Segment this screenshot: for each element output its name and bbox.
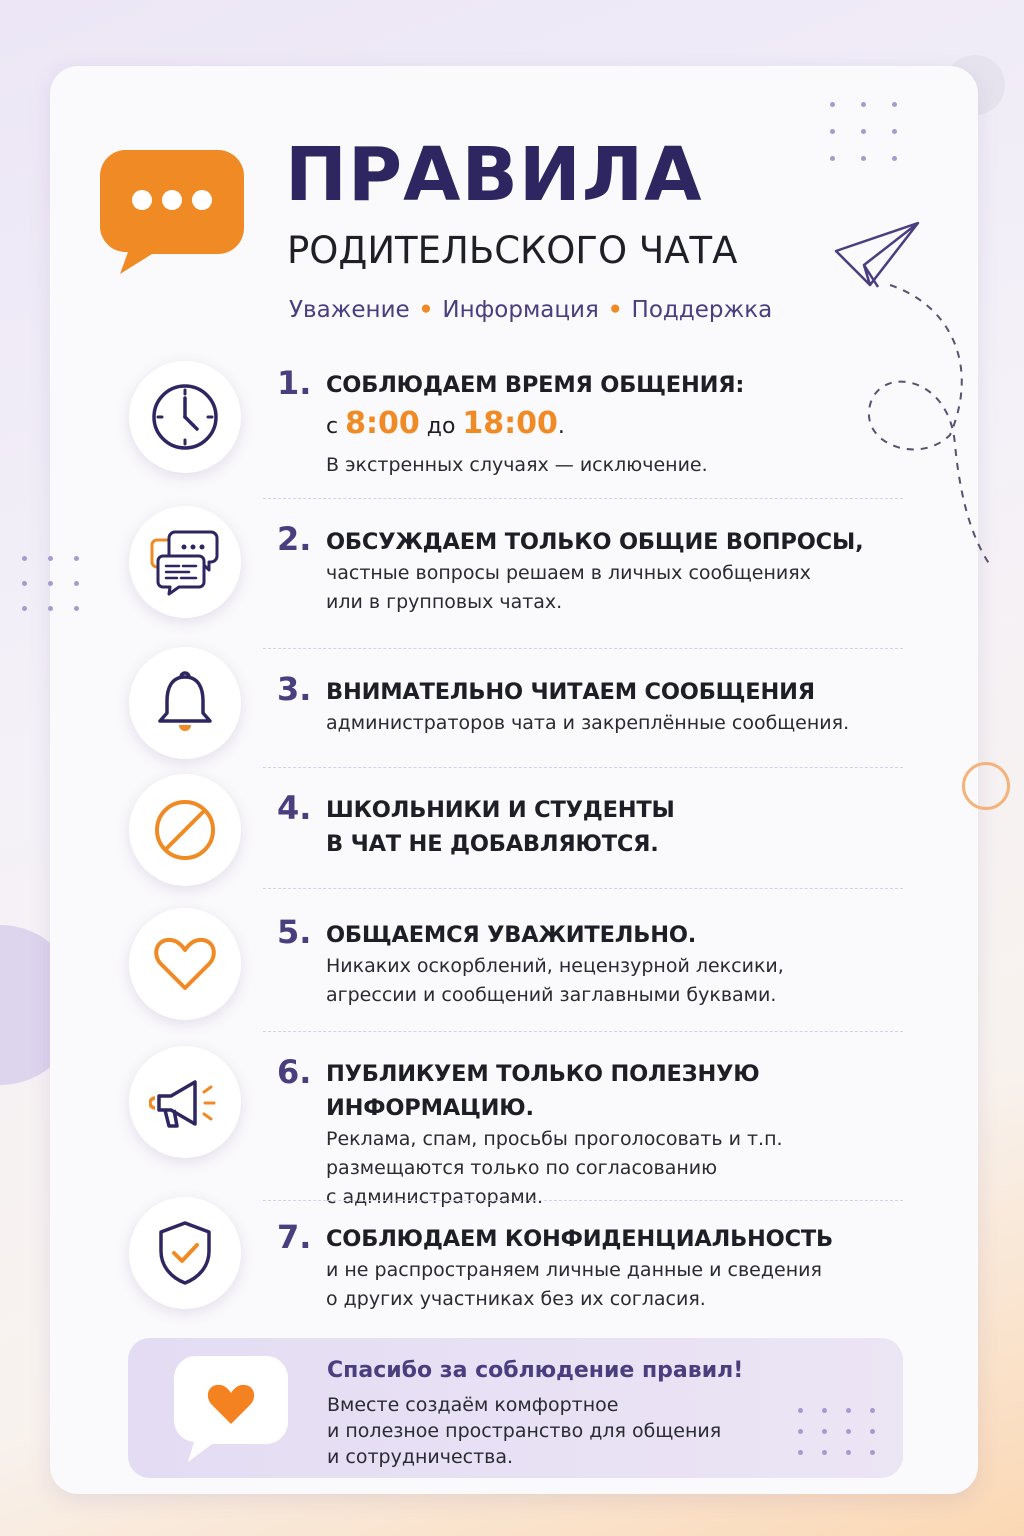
rule-heading: ОБСУЖДАЕМ ТОЛЬКО ОБЩИЕ ВОПРОСЫ, [326, 529, 864, 555]
chat-bubbles-icon [149, 526, 221, 598]
rule-body-line: и не распространяем личные данные и сведения [326, 1259, 822, 1281]
chat-bubble-icon [96, 146, 246, 276]
rule-4 [326, 793, 916, 861]
rule-heading: ШКОЛЬНИКИ И СТУДЕНТЫ [326, 797, 675, 823]
bullet-dot: • [607, 297, 623, 323]
rule-body-line: Реклама, спам, просьбы проголосовать и т.п. [326, 1128, 783, 1150]
rule-number: 1. [277, 364, 312, 402]
rule-6 [326, 1057, 916, 1212]
divider [263, 1031, 903, 1032]
shield-check-icon [149, 1217, 221, 1289]
rule-body-line: Никаких оскорблений, нецензурной лексики, [326, 955, 784, 977]
rule-1 [326, 368, 916, 480]
rule-number: 4. [277, 789, 312, 827]
bell-icon [149, 667, 221, 739]
rule-icon-circle [129, 1046, 241, 1158]
rule-number: 2. [277, 520, 312, 558]
rule-2 [326, 525, 916, 617]
rule-5 [326, 918, 916, 1010]
rule-heading: ПУБЛИКУЕМ ТОЛЬКО ПОЛЕЗНУЮ ИНФОРМАЦИЮ. [326, 1061, 760, 1121]
divider [263, 498, 903, 499]
footer-line: Вместе создаём комфортное [327, 1394, 619, 1416]
rule-number: 3. [277, 670, 312, 708]
time-to: 18:00 [462, 406, 558, 441]
footer-line: и полезное пространство для общения [327, 1420, 722, 1442]
decor-dots-left [22, 556, 100, 611]
rule-icon-circle [129, 506, 241, 618]
decor-dots-top-right [830, 102, 923, 161]
page-subtitle: РОДИТЕЛЬСКОГО ЧАТА [287, 229, 738, 272]
time-range [326, 402, 916, 449]
tagline-item: Уважение [289, 297, 410, 323]
rule-heading: В ЧАТ НЕ ДОБАВЛЯЮТСЯ. [326, 831, 659, 857]
decor-ring [962, 762, 1010, 810]
rule-body-line: В экстренных случаях — исключение. [326, 454, 708, 476]
rule-icon-circle [129, 1197, 241, 1309]
time-from: 8:00 [345, 406, 420, 441]
time-mid: до [426, 414, 456, 439]
rule-heading: СОБЛЮДАЕМ КОНФИДЕНЦИАЛЬНОСТЬ [326, 1226, 833, 1252]
heart-bubble-icon [172, 1352, 290, 1464]
rule-body-line: размещаются только по согласованию [326, 1157, 718, 1179]
rule-3 [326, 675, 916, 738]
time-suffix: . [557, 414, 565, 439]
rule-number: 7. [277, 1218, 312, 1256]
bullet-dot: • [418, 297, 434, 323]
rule-icon-circle [129, 774, 241, 886]
megaphone-icon [149, 1066, 221, 1138]
footer-line: и сотрудничества. [327, 1446, 514, 1468]
decor-dots-footer [798, 1408, 894, 1455]
tagline-item: Информация [442, 297, 599, 323]
divider [263, 767, 903, 768]
rule-7 [326, 1222, 916, 1314]
time-prefix: с [326, 414, 339, 439]
divider [263, 1200, 903, 1201]
rule-body-line: о других участниках без их согласия. [326, 1288, 706, 1310]
rule-body-line: частные вопросы решаем в личных сообщениях [326, 562, 811, 584]
divider [263, 648, 903, 649]
rule-icon-circle [129, 361, 241, 473]
page-title: ПРАВИЛА [285, 132, 703, 218]
thank-you-banner [128, 1338, 903, 1478]
rule-heading: ОБЩАЕМСЯ УВАЖИТЕЛЬНО. [326, 922, 697, 948]
rule-heading: ВНИМАТЕЛЬНО ЧИТАЕМ СООБЩЕНИЯ [326, 679, 815, 705]
rule-body-line: с администраторами. [326, 1186, 544, 1208]
tagline [289, 297, 772, 323]
divider [263, 888, 903, 889]
rule-number: 6. [277, 1053, 312, 1091]
heart-icon [149, 928, 221, 1000]
tagline-item: Поддержка [631, 297, 773, 323]
rule-body-line: или в групповых чатах. [326, 591, 563, 613]
rule-number: 5. [277, 913, 312, 951]
footer-title: Спасибо за соблюдение правил! [327, 1358, 744, 1383]
rule-heading: СОБЛЮДАЕМ ВРЕМЯ ОБЩЕНИЯ: [326, 372, 745, 398]
rule-body-line: администраторов чата и закреплённые сообщения. [326, 712, 850, 734]
rule-body-line: агрессии и сообщений заглавными буквами. [326, 984, 777, 1006]
prohibited-icon [149, 794, 221, 866]
rule-icon-circle [129, 908, 241, 1020]
clock-icon [149, 381, 221, 453]
rule-icon-circle [129, 647, 241, 759]
